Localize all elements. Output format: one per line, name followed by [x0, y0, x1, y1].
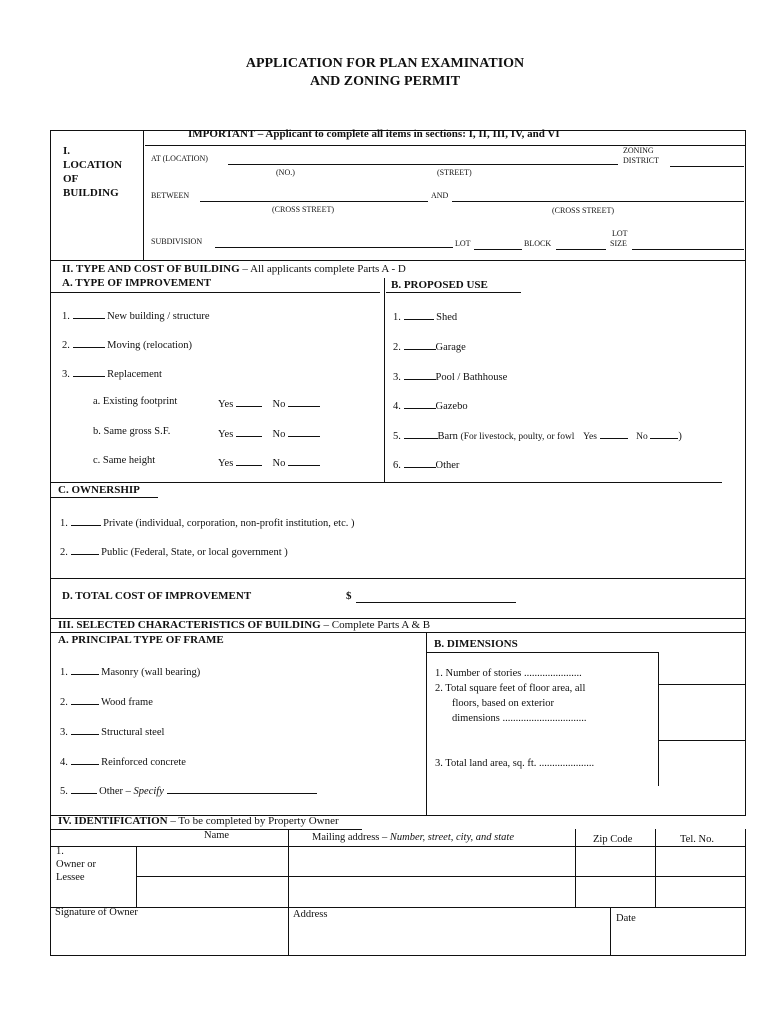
id-mid-rule [136, 876, 746, 877]
zoning-label-1: ZONING [623, 146, 654, 155]
section1-divider [143, 130, 144, 260]
dim-floor-area-rule [658, 740, 745, 741]
section3-heading: III. SELECTED CHARACTERISTICS OF BUILDING – Complete Parts A & B [58, 619, 431, 631]
lot-label: LOT [455, 239, 471, 248]
dim-land-area: 3. Total land area, sq. ft. ..................... [435, 758, 595, 769]
section4-heading: IV. IDENTIFICATION – To be completed by Property Owner [58, 815, 339, 827]
dim-floor-area-2: floors, based on exterior [452, 698, 555, 709]
frame-item-3[interactable]: 3. Structural steel [60, 724, 164, 738]
improvement-item-1[interactable]: 1. New building / structure [62, 308, 209, 322]
use-item-4[interactable]: 4. Gazebo [393, 398, 468, 412]
dim-stories-rule [658, 684, 745, 685]
dimensions-value-divider [658, 652, 659, 786]
replacement-sub-a[interactable]: a. Existing footprint [93, 396, 178, 407]
dim-stories: 1. Number of stories ...................... [435, 668, 582, 679]
form-title-line1: APPLICATION FOR PLAN EXAMINATION [245, 56, 525, 71]
improvement-item-2[interactable]: 2. Moving (relocation) [62, 337, 192, 351]
sig-divider-1 [288, 907, 289, 955]
subdivision-field[interactable] [215, 237, 453, 248]
ownership-underline [50, 497, 158, 498]
section1-right-border [745, 130, 746, 260]
ownership-public[interactable]: 2. Public (Federal, State, or local government ) [60, 544, 288, 558]
dim-floor-area-3: dimensions ................................ [452, 713, 587, 724]
id-header-rule [50, 846, 746, 847]
part-a-underline [50, 292, 380, 293]
frame-item-1[interactable]: 1. Masonry (wall bearing) [60, 664, 200, 678]
frame-item-5[interactable]: 5. Other – Specify [60, 783, 317, 797]
and-field[interactable] [452, 191, 744, 202]
use-item-2[interactable]: 2. Garage [393, 339, 466, 353]
sub-b-yes-no[interactable]: Yes No [218, 426, 320, 440]
dimensions-heading: B. DIMENSIONS [434, 638, 518, 650]
street-caption: (STREET) [437, 168, 472, 177]
section4-left-border [50, 815, 51, 955]
date-label: Date [616, 913, 636, 924]
sig-divider-2 [610, 907, 611, 955]
block-label: BLOCK [524, 239, 552, 248]
lot-size-field[interactable] [632, 239, 744, 250]
ownership-private[interactable]: 1. Private (individual, corporation, non-profit institution, etc. ) [60, 515, 355, 529]
address-label: Address [293, 909, 328, 920]
subdivision-label: SUBDIVISION [151, 237, 203, 246]
col-tel-header: Tel. No. [680, 834, 714, 845]
replacement-sub-b[interactable]: b. Same gross S.F. [93, 426, 171, 437]
sub-c-yes-no[interactable]: Yes No [218, 455, 320, 469]
section3-left-border [50, 618, 51, 816]
block-field[interactable] [556, 239, 606, 250]
owner-row-label: 1. Owner or Lessee [56, 846, 96, 883]
ownership-heading: C. OWNERSHIP [58, 484, 140, 496]
replacement-sub-c[interactable]: c. Same height [93, 455, 156, 466]
location-heading: I. LOCATION OF BUILDING [63, 145, 123, 199]
use-item-6[interactable]: 6. Other [393, 457, 459, 471]
cross-street-caption-1: (CROSS STREET) [272, 205, 335, 214]
location-field[interactable] [228, 154, 618, 165]
total-cost-top-rule [50, 578, 746, 579]
col-mailing-header: Mailing address – Number, street, city, and state [312, 832, 515, 843]
section2-top-rule [50, 260, 746, 261]
no-caption: (NO.) [276, 168, 295, 177]
section3-heading-underline [50, 632, 746, 633]
section3-right-border [745, 618, 746, 816]
col-name-header: Name [204, 830, 230, 841]
section4-right-border [745, 829, 746, 955]
zoning-label-2: DISTRICT [623, 156, 659, 165]
id-col-divider-1 [288, 829, 289, 907]
form-title-line2: AND ZONING PERMIT [309, 74, 461, 89]
dimensions-underline [426, 652, 658, 653]
total-cost-heading: D. TOTAL COST OF IMPROVEMENT [62, 590, 252, 602]
col-zip-header: Zip Code [593, 834, 633, 845]
zoning-district-field[interactable] [670, 156, 744, 167]
section3-divider [426, 632, 427, 816]
use-item-5[interactable]: 5. Barn (For livestock, poulty, or fowl Yes No ) [393, 428, 682, 442]
dim-floor-area-1: 2. Total square feet of floor area, all [435, 683, 586, 694]
dollar-sign: $ [346, 590, 352, 602]
id-col-divider-2 [575, 829, 576, 907]
important-note: IMPORTANT – Applicant to complete all items in sections: I, II, III, IV, and VI [188, 128, 560, 140]
total-cost-field[interactable] [356, 592, 516, 603]
part-b-underline [386, 292, 521, 293]
and-label: AND [431, 191, 449, 200]
frame-item-4[interactable]: 4. Reinforced concrete [60, 754, 186, 768]
section1-left-border [50, 130, 51, 260]
at-location-label: AT (LOCATION) [151, 154, 208, 163]
frame-type-heading: A. PRINCIPAL TYPE OF FRAME [58, 634, 224, 646]
type-of-improvement-heading: A. TYPE OF IMPROVEMENT [62, 277, 212, 289]
important-underline [145, 145, 746, 146]
section2-right-border [745, 260, 746, 620]
between-field[interactable] [200, 191, 428, 202]
lot-size-label-2: SIZE [610, 239, 627, 248]
cross-street-caption-2: (CROSS STREET) [552, 206, 615, 215]
lot-field[interactable] [474, 239, 522, 250]
use-item-3[interactable]: 3. Pool / Bathhouse [393, 369, 507, 383]
proposed-use-heading: B. PROPOSED USE [391, 279, 488, 291]
lot-size-label-1: LOT [612, 229, 628, 238]
section2-divider [384, 278, 385, 482]
ownership-top-rule [50, 482, 722, 483]
id-col-divider-3 [655, 829, 656, 907]
id-bottom-rule [50, 907, 746, 908]
section2-left-border [50, 260, 51, 620]
improvement-item-3[interactable]: 3. Replacement [62, 366, 162, 380]
section2-heading: II. TYPE AND COST OF BUILDING – All applicants complete Parts A - D [62, 263, 406, 275]
signature-label: Signature of Owner [55, 907, 138, 918]
sub-a-yes-no[interactable]: Yes No [218, 396, 320, 410]
frame-item-2[interactable]: 2. Wood frame [60, 694, 153, 708]
form-bottom-rule [50, 955, 746, 956]
between-label: BETWEEN [151, 191, 190, 200]
use-item-1[interactable]: 1. Shed [393, 309, 457, 323]
